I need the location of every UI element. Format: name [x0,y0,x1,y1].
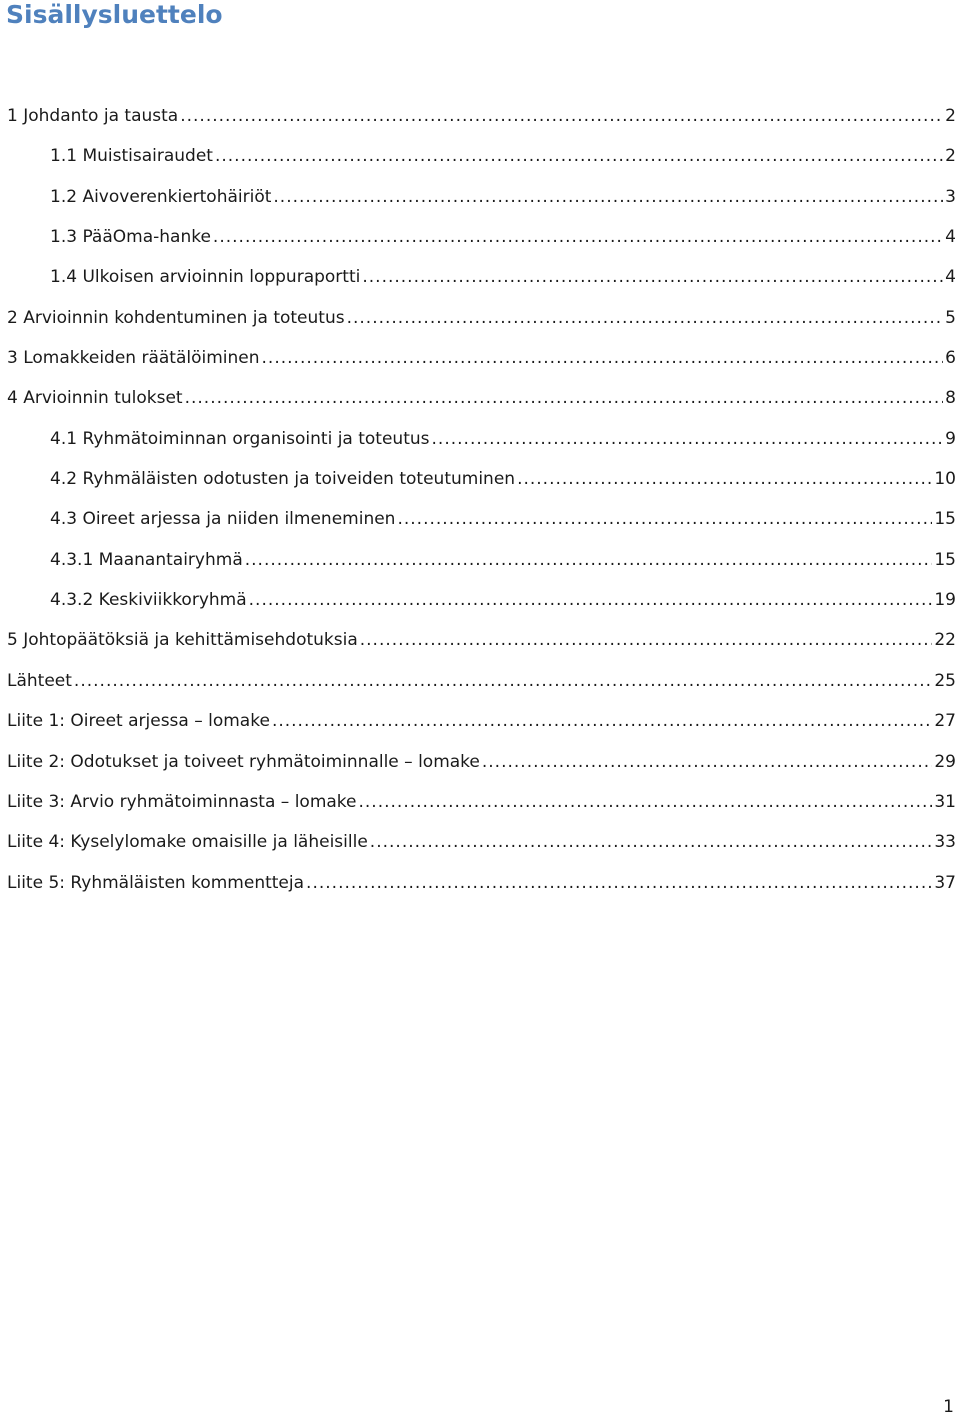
toc-entry-page: 10 [934,469,956,490]
toc-entry[interactable] [0,863,960,903]
toc-entry-label: Lähteet [7,670,72,691]
toc-entry[interactable] [0,620,960,660]
toc-entry[interactable] [0,822,960,862]
page-number: 1 [943,1397,954,1417]
toc-entry-page: 27 [934,711,956,732]
toc-entry-page: 22 [934,630,956,651]
toc-entry-label: 5 Johtopäätöksiä ja kehittämisehdotuksia [7,630,358,651]
toc-entry[interactable] [0,701,960,741]
toc-entry[interactable] [0,499,960,539]
toc-entry-label: 3 Lomakkeiden räätälöiminen [7,348,260,369]
toc-entry-label: Liite 5: Ryhmäläisten kommentteja [7,872,305,893]
page-title: Sisällysluettelo [6,0,223,29]
toc-entry-label: 4.2 Ryhmäläisten odotusten ja toiveiden toteutuminen [50,469,516,490]
toc-entry[interactable] [0,338,960,378]
toc-entry-page: 25 [934,670,956,691]
toc-entry-label: 4.3.2 Keskiviikkoryhmä [50,590,247,611]
toc-entry[interactable] [0,540,960,580]
toc-entry-label: 4.3.1 Maanantairyhmä [50,549,243,570]
toc-dot-leader [215,136,943,176]
toc-entry[interactable] [0,96,960,136]
toc-entry-label: 1.4 Ulkoisen arvioinnin loppuraportti [50,267,361,288]
toc-entry-page: 19 [934,590,956,611]
toc-entry-page: 3 [945,186,956,207]
toc-dot-leader [370,822,933,862]
toc-dot-leader [432,419,944,459]
toc-dot-leader [213,217,943,257]
toc-entry-label: 4 Arvioinnin tulokset [7,388,183,409]
toc-entry[interactable] [0,136,960,176]
toc-entry-page: 5 [945,307,956,328]
toc-entry[interactable] [0,419,960,459]
toc-entry-label: 1.3 PääOma-hanke [50,227,211,248]
toc-entry-label: 1 Johdanto ja tausta [7,106,179,126]
toc-entry-label: 2 Arvioinnin kohdentuminen ja toteutus [7,307,345,328]
toc-dot-leader [180,96,943,136]
toc-entry-label: 4.3 Oireet arjessa ja niiden ilmeneminen [50,509,396,530]
toc-entry-label: 4.1 Ryhmätoiminnan organisointi ja toteutus [50,428,430,449]
toc-entry-page: 33 [934,832,956,853]
toc-entry-page: 31 [934,791,956,812]
toc-dot-leader [359,782,933,822]
toc-entry-label: 1.2 Aivoverenkiertohäiriöt [50,186,272,207]
toc-dot-leader [249,580,933,620]
toc-entry-label: 1.1 Muistisairaudet [50,146,213,167]
toc-entry[interactable] [0,217,960,257]
toc-dot-leader [245,540,933,580]
toc-entry-label: Liite 2: Odotukset ja toiveet ryhmätoiminnalle – lomake [7,751,480,772]
toc-entry-page: 2 [945,106,956,126]
toc-dot-leader [185,378,944,418]
toc-entry-page: 15 [934,549,956,570]
toc-entry[interactable] [0,661,960,701]
toc-entry[interactable] [0,378,960,418]
toc-entry[interactable] [0,257,960,297]
toc-entry-page: 37 [934,872,956,893]
toc-entry-page: 9 [945,428,956,449]
table-of-contents [0,96,960,903]
toc-entry-page: 2 [945,146,956,167]
toc-entry-page: 29 [934,751,956,772]
toc-dot-leader [397,499,932,539]
toc-entry[interactable] [0,580,960,620]
toc-dot-leader [272,701,932,741]
toc-entry-page: 8 [945,388,956,409]
toc-dot-leader [262,338,944,378]
toc-dot-leader [306,863,932,903]
toc-entry-label: Liite 1: Oireet arjessa – lomake [7,711,270,732]
toc-dot-leader [273,177,943,217]
toc-dot-leader [517,459,932,499]
toc-dot-leader [362,257,943,297]
toc-entry-label: Liite 3: Arvio ryhmätoiminnasta – lomake [7,791,357,812]
toc-entry-page: 4 [945,227,956,248]
toc-entry[interactable] [0,298,960,338]
toc-entry-page: 6 [945,348,956,369]
toc-entry[interactable] [0,459,960,499]
toc-entry-page: 15 [934,509,956,530]
toc-entry[interactable] [0,742,960,782]
toc-entry[interactable] [0,177,960,217]
toc-dot-leader [74,661,932,701]
toc-dot-leader [347,298,944,338]
toc-dot-leader [482,742,932,782]
toc-entry-label: Liite 4: Kyselylomake omaisille ja läheisille [7,832,368,853]
toc-entry-page: 4 [945,267,956,288]
toc-dot-leader [360,620,933,660]
toc-entry[interactable] [0,782,960,822]
